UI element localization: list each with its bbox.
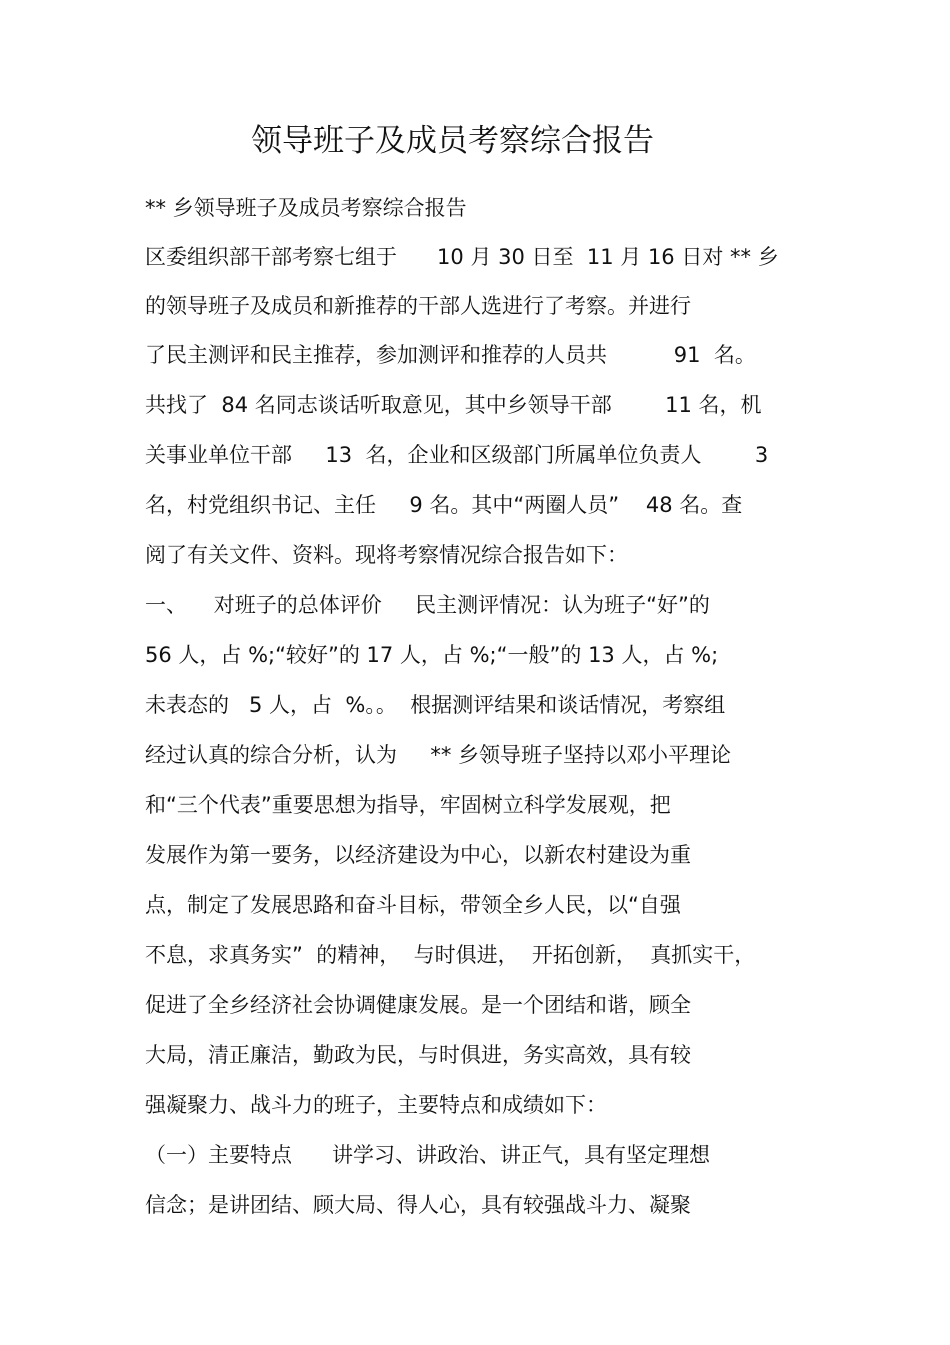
subsection-heading-line: （一）主要特点 讲学习、讲政治、讲正气，具有坚定理想 (145, 1143, 711, 1167)
body-line: 点，制定了发展思路和奋斗目标，带领全乡人民，以“自强 (145, 893, 681, 917)
body-line: ** 乡领导班子及成员考察综合报告 (145, 196, 467, 220)
body-line: 的领导班子及成员和新推荐的干部人选进行了考察。并进行 (145, 294, 691, 318)
body-line: 关事业单位干部 13 名，企业和区级部门所属单位负责人 3 (145, 443, 769, 467)
body-line: 共找了 84 名同志谈话听取意见，其中乡领导干部 11 名，机 (145, 393, 762, 417)
body-line: 56 人，占 %;“较好”的 17 人，占 %;“一般”的 13 人，占 %; (145, 643, 719, 667)
body-line: 区委组织部干部考察七组于 10 月 30 日至 11 月 16 日对 ** 乡 (145, 245, 779, 269)
body-line: 经过认真的综合分析，认为 ** 乡领导班子坚持以邓小平理论 (145, 743, 732, 767)
section-heading-line: 一、 对班子的总体评价 民主测评情况：认为班子“好”的 (145, 593, 710, 617)
body-line: 促进了全乡经济社会协调健康发展。是一个团结和谐，顾全 (145, 993, 691, 1017)
body-line: 和“三个代表”重要思想为指导，牢固树立科学发展观，把 (145, 793, 671, 817)
body-line: 未表态的 5 人，占 %。。 根据测评结果和谈话情况，考察组 (145, 693, 726, 717)
body-line: 强凝聚力、战斗力的班子，主要特点和成绩如下： (145, 1093, 607, 1117)
body-line: 了民主测评和民主推荐，参加测评和推荐的人员共 91 名。 (145, 343, 756, 367)
body-line: 发展作为第一要务，以经济建设为中心，以新农村建设为重 (145, 843, 691, 867)
body-line: 大局，清正廉洁，勤政为民，与时俱进，务实高效，具有较 (145, 1043, 691, 1067)
document-title: 领导班子及成员考察综合报告 (251, 123, 654, 159)
body-line: 信念；是讲团结、顾大局、得人心，具有较强战斗力、凝聚 (145, 1193, 691, 1217)
body-line: 阅了有关文件、资料。现将考察情况综合报告如下： (145, 543, 628, 567)
body-line: 名，村党组织书记、主任 9 名。其中“两圈人员” 48 名。查 (145, 493, 743, 517)
body-line: 不息，求真务实” 的精神， 与时俱进， 开拓创新， 真抓实干， (145, 943, 756, 967)
